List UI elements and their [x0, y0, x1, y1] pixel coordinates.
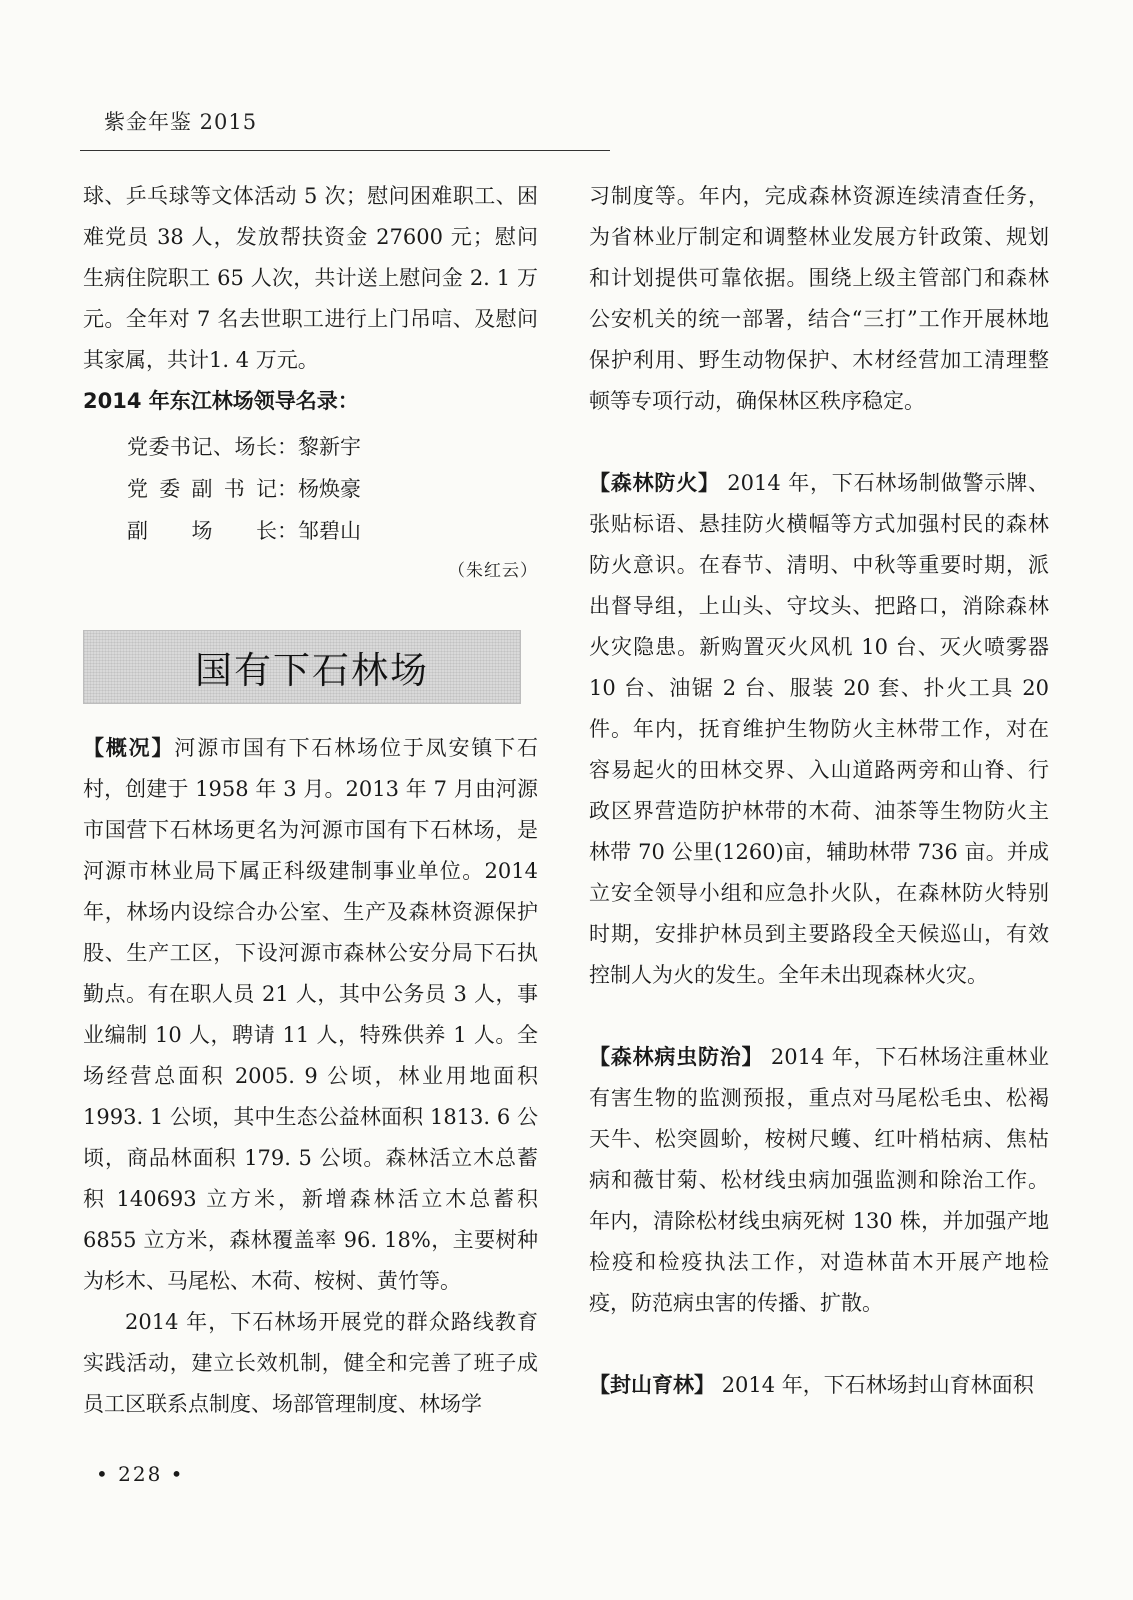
- pest-text: 2014 年，下石林场注重林业有害生物的监测预报，重点对马尾松毛虫、松褐天牛、松突圆蚧，桉树尺蠖、红叶梢枯病、焦枯病和薇甘菊、松材线虫病加强监测和除治工作。年内，清除松材线虫病死树 130 株，并加强产地检疫和检疫执法工作，对造林苗木开展产地检疫，防范病虫害的传播、扩散。: [589, 1045, 1050, 1315]
- pest-tag: 【森林病虫防治】: [589, 1045, 764, 1069]
- party-paragraph: 2014 年，下石林场开展党的群众路线教育实践活动，建立长效机制，健全和完善了班子成员工区联系点制度、场部管理制度、林场学: [83, 1310, 538, 1416]
- continued-paragraph: 球、乒乓球等文体活动 5 次；慰问困难职工、困难党员 38 人，发放帮扶资金 27600 元；慰问生病住院职工 65 人次，共计送上慰问金 2. 1 万元。全年对 7 名去世职工进行上门吊唁、及慰问其家属，共计1. 4 万元。: [83, 184, 538, 372]
- fire-tag: 【森林防火】: [589, 471, 720, 495]
- closure-tag: 【封山育林】: [589, 1373, 715, 1397]
- left-column: [83, 176, 538, 1425]
- leader-row: [127, 468, 538, 510]
- fire-paragraph: [589, 463, 1049, 996]
- continued-paragraph-right: 习制度等。年内，完成森林资源连续清查任务，为省林业厅制定和调整林业发展方针政策、规划和计划提供可靠依据。围绕上级主管部门和森林公安机关的统一部署，结合“三打”工作开展林地保护利用、野生动物保护、木材经营加工清理整顿等专项行动，确保林区秩序稳定。: [589, 184, 1049, 413]
- leader-name: ：黎新宇: [277, 435, 361, 459]
- running-head: 紫金年鉴 2015: [104, 110, 258, 134]
- header-rule: [80, 150, 610, 151]
- overview-tag: 【概况】: [83, 736, 175, 760]
- leader-title: 党委书记、场长: [127, 435, 277, 459]
- author-credit: （朱红云）: [448, 561, 538, 581]
- leader-name: ：杨焕豪: [277, 477, 361, 501]
- fire-text: 2014 年，下石林场制做警示牌、张贴标语、悬挂防火横幅等方式加强村民的森林防火意识。在春节、清明、中秋等重要时期，派出督导组，上山头、守坟头、把路口，消除森林火灾隐患。新购置灭火风机 10 台、灭火喷雾器 10 台、油锯 2 台、服装 20 套、扑火工具 20 件。年内，抚育维护生物防火主林带工作，对在容易起火的田林交界、入山道路两旁和山脊、行政区界营造防护林带的木荷、油茶等生物防火主林带 70 公里(1260)亩，辅助林带 736 亩。并成立安全领导小组和应急扑火队，在森林防火特别时期，安排护林员到主要路段全天候巡山，有效控制人为火的发生。全年未出现森林火灾。: [589, 471, 1049, 987]
- page-number: • 228 •: [96, 1462, 185, 1486]
- pest-paragraph: [589, 1037, 1049, 1324]
- leader-name: ：邹碧山: [277, 519, 361, 543]
- overview-text: 河源市国有下石林场位于凤安镇下石村，创建于 1958 年 3 月。2013 年 7 月由河源市国营下石林场更名为河源市国有下石林场，是河源市林业局下属正科级建制事业单位。2014 年，林场内设综合办公室、生产及森林资源保护股、生产工区，下设河源市森林公安分局下石执勤点。有在职人员 21 人，其中公务员 3 人，事业编制 10 人，聘请 11 人，特殊供养 1 人。全场经营总面积 2005. 9 公顷，林业用地面积 1993. 1 公顷，其中生态公益林面积 1813. 6 公顷，商品林面积 179. 5 公顷。森林活立木总蓄积 140693 立方米，新增森林活立木总蓄积 6855 立方米，森林覆盖率 96. 18%，主要树种为杉木、马尾松、木荷、桉树、黄竹等。: [83, 736, 539, 1293]
- leader-row: [127, 426, 538, 468]
- right-column: [589, 176, 1049, 1406]
- leader-title: 党委副书记: [127, 477, 277, 501]
- leader-row: [127, 510, 538, 552]
- leaders-list: [127, 426, 538, 552]
- overview-paragraph: [83, 728, 538, 1302]
- section-banner: [83, 630, 521, 704]
- leaders-heading: 2014 年东江林场领导名录：: [83, 389, 359, 413]
- closure-text: 2014 年，下石林场封山育林面积: [721, 1373, 1034, 1397]
- closure-paragraph: [589, 1365, 1049, 1406]
- section-title: 国有下石林场: [195, 649, 429, 692]
- leader-title: 副场长: [127, 519, 277, 543]
